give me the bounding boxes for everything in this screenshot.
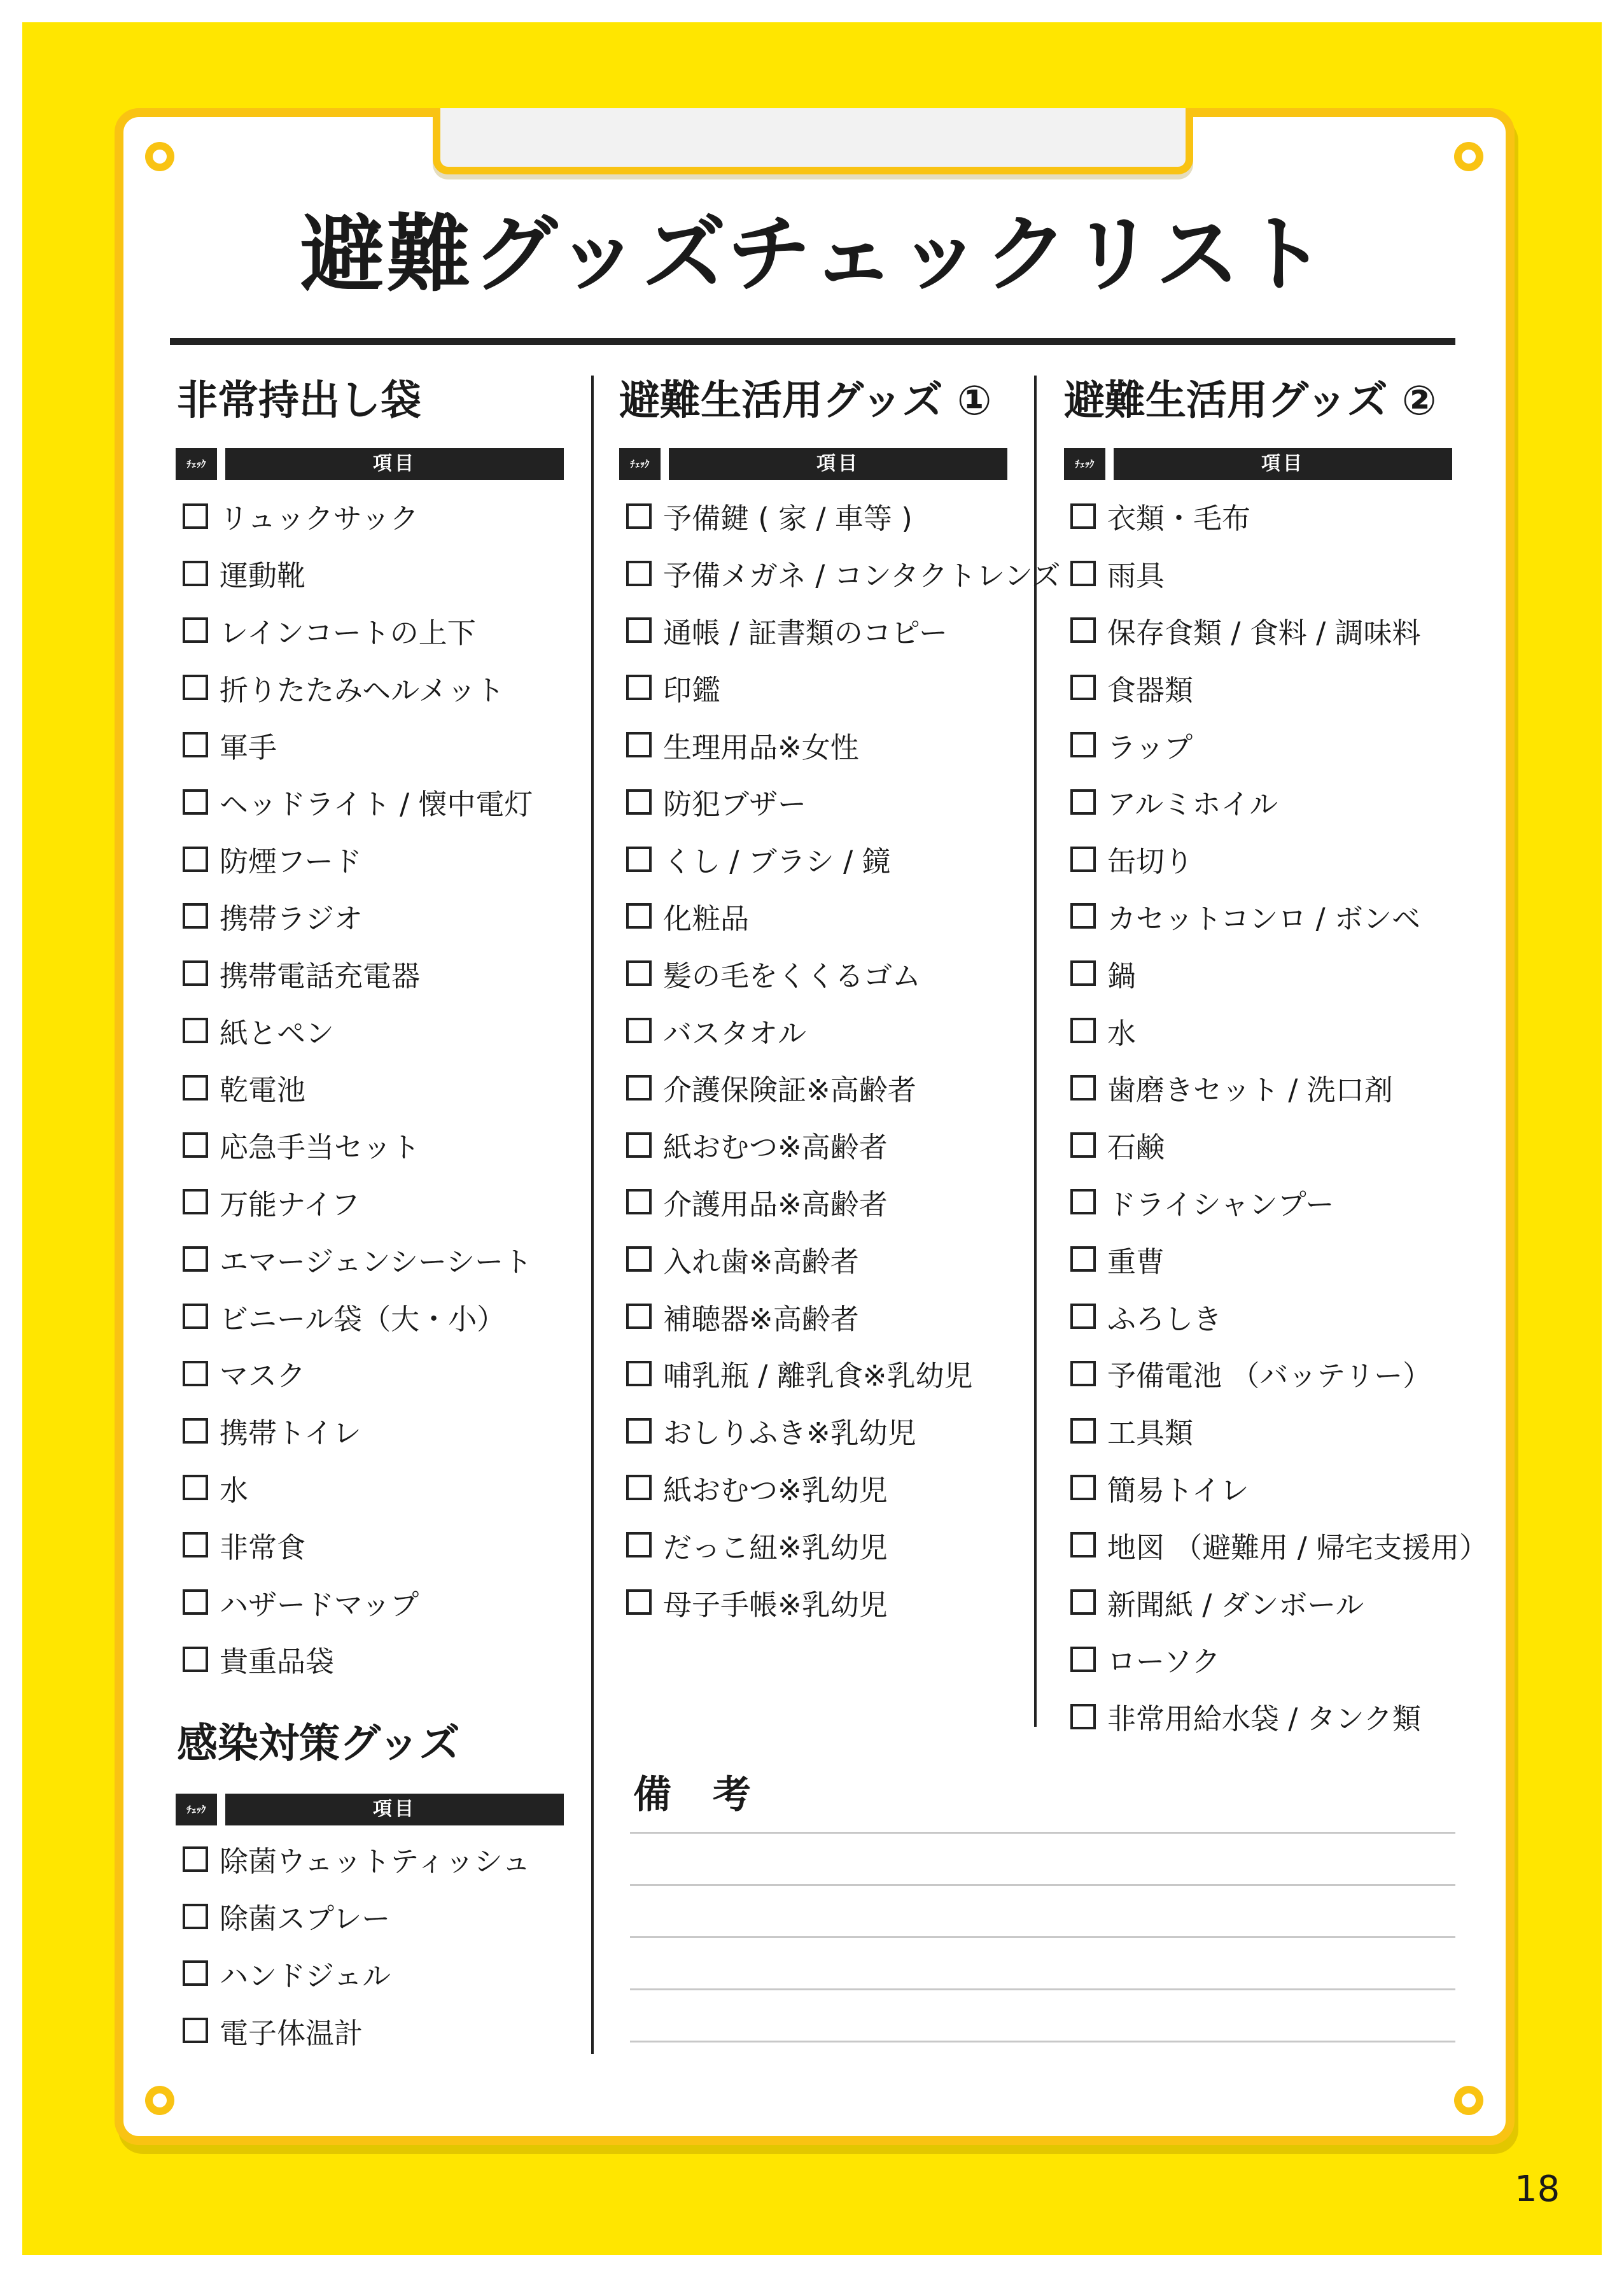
checkbox[interactable] <box>183 1189 208 1214</box>
checkbox[interactable] <box>1070 1418 1096 1444</box>
section-title-shelter-2: 避難生活用グッズ ② <box>1064 377 1437 425</box>
checklist-item-label: 鍋 <box>1107 959 1137 993</box>
memo-line[interactable] <box>630 2041 1455 2042</box>
checklist-item-label: 簡易トイレ <box>1107 1473 1249 1507</box>
checkbox[interactable] <box>1070 1589 1096 1615</box>
checklist-shelter-1 <box>626 488 1061 1631</box>
checklist-item[interactable] <box>1070 1459 1488 1517</box>
checkbox[interactable] <box>1070 1361 1096 1386</box>
checklist-item[interactable] <box>1070 545 1488 602</box>
checklist-item-label: 紙おむつ※乳幼児 <box>663 1473 888 1507</box>
checkbox[interactable] <box>1070 561 1096 586</box>
checkbox[interactable] <box>1070 1532 1096 1557</box>
table-header-shelter-1 <box>619 448 1007 480</box>
checklist-item[interactable] <box>183 1516 533 1573</box>
checklist-item-label: 食器類 <box>1107 673 1194 707</box>
checklist-item[interactable] <box>1070 831 1488 888</box>
checklist-item-label: 除菌ウェットティッシュ <box>220 1845 531 1879</box>
checkbox[interactable] <box>626 1075 652 1100</box>
checklist-item-label: ビニール袋（大・小） <box>220 1302 506 1336</box>
checklist-item[interactable] <box>183 1402 533 1459</box>
checklist-item[interactable] <box>626 1116 1061 1174</box>
checklist-item[interactable] <box>626 945 1061 1002</box>
checklist-item-label: エマージェンシーシート <box>220 1244 533 1279</box>
checklist-item-label: くし / ブラシ / 鏡 <box>663 845 891 879</box>
memo-label: 備 考 <box>633 1773 765 1817</box>
checklist-item-label: 髪の毛をくくるゴム <box>663 959 921 993</box>
checklist-item-label: ハザードマップ <box>220 1587 419 1622</box>
checklist-item[interactable] <box>183 1888 531 1945</box>
checklist-item-label: 防煙フード <box>220 845 362 879</box>
checklist-item[interactable] <box>626 1573 1061 1631</box>
checklist-item[interactable] <box>183 716 533 773</box>
table-header-shelter-2 <box>1064 448 1452 480</box>
checklist-item[interactable] <box>626 716 1061 773</box>
checklist-item[interactable] <box>626 1059 1061 1116</box>
checklist-item-label: 乾電池 <box>220 1073 306 1107</box>
checklist-item[interactable] <box>183 1459 533 1517</box>
checklist-item[interactable] <box>626 602 1061 659</box>
section-title-shelter-1: 避難生活用グッズ ① <box>619 377 992 425</box>
checklist-item[interactable] <box>183 602 533 659</box>
checklist-item-label: 介護用品※高齢者 <box>663 1187 888 1221</box>
checkbox[interactable] <box>183 1246 208 1272</box>
checkbox[interactable] <box>183 1589 208 1615</box>
checklist-item[interactable] <box>626 488 1061 545</box>
header-item: 項目 <box>225 1794 564 1825</box>
checklist-item-label: 缶切り <box>1107 845 1194 879</box>
checklist-item-label: 雨具 <box>1107 559 1165 593</box>
hole-bottom-right <box>1454 2086 1483 2115</box>
hole-top-left <box>145 142 174 171</box>
checklist-item-label: 貴重品袋 <box>220 1645 335 1679</box>
checkbox[interactable] <box>1070 675 1096 700</box>
checklist-item[interactable] <box>626 1230 1061 1288</box>
checklist-item[interactable] <box>1070 488 1488 545</box>
checklist-item-label: レインコートの上下 <box>220 615 476 650</box>
table-header-infection <box>176 1794 564 1825</box>
checkbox[interactable] <box>1070 1475 1096 1500</box>
checklist-item[interactable] <box>1070 1573 1488 1631</box>
checklist-item[interactable] <box>183 1945 531 2002</box>
checklist-item-label: リュックサック <box>220 502 419 536</box>
checklist-item-label: 生理用品※女性 <box>663 730 859 764</box>
checkbox[interactable] <box>183 1075 208 1100</box>
checklist-item-label: 携帯ラジオ <box>220 901 363 936</box>
checklist-item-label: 重曹 <box>1107 1244 1165 1279</box>
checkbox[interactable] <box>626 1018 652 1043</box>
checklist-item-label: ドライシャンプー <box>1107 1187 1334 1221</box>
checklist-item[interactable] <box>1070 773 1488 831</box>
checklist-item[interactable] <box>183 1631 533 1688</box>
checklist-item[interactable] <box>183 831 533 888</box>
checkbox[interactable] <box>183 789 208 815</box>
checkbox[interactable] <box>626 1475 652 1500</box>
checklist-item[interactable] <box>626 1402 1061 1459</box>
checkbox[interactable] <box>1070 617 1096 643</box>
checkbox[interactable] <box>183 732 208 757</box>
checklist-item-label: 電子体温計 <box>220 2016 363 2050</box>
checklist-item-label: アルミホイル <box>1107 787 1278 822</box>
checklist-item[interactable] <box>183 1174 533 1231</box>
checklist-item[interactable] <box>183 1059 533 1116</box>
checkbox[interactable] <box>183 1418 208 1444</box>
checklist-item-label: 予備メガネ / コンタクトレンズ <box>663 559 1061 593</box>
checklist-item-label: 軍手 <box>220 730 277 764</box>
checkbox[interactable] <box>1070 732 1096 757</box>
checklist-shelter-2 <box>1070 488 1488 1745</box>
checklist-item-label: ラップ <box>1107 730 1193 764</box>
checklist-item[interactable] <box>626 1288 1061 1345</box>
checkbox[interactable] <box>1070 847 1096 872</box>
header-check: ﾁｪｯｸ <box>1064 448 1105 480</box>
checklist-item-label: 防犯ブザー <box>663 787 807 822</box>
checklist-item[interactable] <box>1070 1174 1488 1231</box>
checklist-item[interactable] <box>183 1002 533 1059</box>
checklist-item[interactable] <box>1070 1345 1488 1402</box>
checkbox[interactable] <box>183 903 208 929</box>
checklist-item[interactable] <box>626 1174 1061 1231</box>
checklist-item[interactable] <box>1070 888 1488 945</box>
checklist-item[interactable] <box>1070 1230 1488 1288</box>
checkbox[interactable] <box>1070 1704 1096 1729</box>
checklist-item[interactable] <box>183 1573 533 1631</box>
checkbox[interactable] <box>626 847 652 872</box>
checklist-item-label: 折りたたみヘルメット <box>220 673 505 707</box>
checkbox[interactable] <box>183 561 208 586</box>
checklist-item[interactable] <box>626 1516 1061 1573</box>
checkbox[interactable] <box>183 1132 208 1158</box>
page-number: 18 <box>1515 2169 1560 2210</box>
checklist-item[interactable] <box>626 659 1061 716</box>
checklist-item-label: 地図 （避難用 / 帰宅支援用） <box>1107 1530 1488 1564</box>
checkbox[interactable] <box>1070 1647 1096 1672</box>
checklist-item-label: 衣類・毛布 <box>1107 502 1251 536</box>
checkbox[interactable] <box>183 617 208 643</box>
checkbox[interactable] <box>183 847 208 872</box>
checkbox[interactable] <box>626 732 652 757</box>
checkbox[interactable] <box>626 503 652 529</box>
checkbox[interactable] <box>183 1018 208 1043</box>
checklist-item[interactable] <box>183 888 533 945</box>
checkbox[interactable] <box>626 1246 652 1272</box>
checklist-item[interactable] <box>1070 1002 1488 1059</box>
header-check: ﾁｪｯｸ <box>176 1794 217 1825</box>
checklist-item[interactable] <box>626 831 1061 888</box>
checklist-item[interactable] <box>1070 1516 1488 1573</box>
header-check: ﾁｪｯｸ <box>619 448 661 480</box>
checklist-item-label: 通帳 / 証書類のコピー <box>663 615 948 650</box>
checkbox[interactable] <box>1070 1132 1096 1158</box>
checklist-item[interactable] <box>626 1002 1061 1059</box>
checkbox[interactable] <box>183 1647 208 1672</box>
checklist-item[interactable] <box>626 773 1061 831</box>
checkbox[interactable] <box>626 617 652 643</box>
section-title-emergency-bag: 非常持出し袋 <box>177 377 421 425</box>
checkbox[interactable] <box>1070 1304 1096 1329</box>
checklist-item-label: 運動靴 <box>220 559 306 593</box>
checkbox[interactable] <box>626 1418 652 1444</box>
checklist-item[interactable] <box>1070 602 1488 659</box>
checklist-item[interactable] <box>626 1459 1061 1517</box>
checklist-item-label: 介護保険証※高齢者 <box>663 1073 916 1107</box>
checkbox[interactable] <box>183 675 208 700</box>
memo-line[interactable] <box>630 1988 1455 1990</box>
checkbox[interactable] <box>183 1904 208 1929</box>
checkbox[interactable] <box>1070 1189 1096 1214</box>
checklist-item-label: 非常食 <box>220 1530 306 1564</box>
checklist-item-label: 紙おむつ※高齢者 <box>663 1130 888 1165</box>
checkbox[interactable] <box>1070 1018 1096 1043</box>
table-header-emergency-bag <box>176 448 564 480</box>
checklist-item-label: 応急手当セット <box>220 1130 421 1165</box>
checkbox[interactable] <box>1070 1075 1096 1100</box>
memo-line[interactable] <box>630 1832 1455 1834</box>
checklist-item[interactable] <box>1070 1059 1488 1116</box>
page-title: 避難グッズチェックリスト <box>300 206 1329 304</box>
checklist-item[interactable] <box>626 1345 1061 1402</box>
checklist-item-label: 印鑑 <box>663 673 721 707</box>
checklist-item[interactable] <box>1070 1631 1488 1688</box>
checkbox[interactable] <box>1070 789 1096 815</box>
title-rule <box>170 338 1455 345</box>
checklist-item-label: バスタオル <box>663 1016 807 1050</box>
checkbox[interactable] <box>183 1532 208 1557</box>
checklist-item[interactable] <box>183 945 533 1002</box>
checklist-item[interactable] <box>183 1288 533 1345</box>
checkbox[interactable] <box>1070 1246 1096 1272</box>
checklist-item-label: 歯磨きセット / 洗口剤 <box>1107 1073 1393 1107</box>
checkbox[interactable] <box>1070 503 1096 529</box>
checklist-item-label: カセットコンロ / ボンベ <box>1107 901 1420 936</box>
checklist-item[interactable] <box>1070 659 1488 716</box>
checklist-item[interactable] <box>183 659 533 716</box>
checkbox[interactable] <box>183 1846 208 1872</box>
checkbox[interactable] <box>626 1532 652 1557</box>
checklist-item-label: ふろしき <box>1107 1302 1222 1336</box>
checklist-item-label: 石鹸 <box>1107 1130 1165 1165</box>
checklist-item-label: 予備電池 （バッテリー） <box>1107 1359 1432 1393</box>
checklist-item[interactable] <box>1070 1288 1488 1345</box>
checklist-item-label: おしりふき※乳幼児 <box>663 1416 916 1451</box>
checklist-item-label: 保存食類 / 食料 / 調味料 <box>1107 615 1421 650</box>
checkbox[interactable] <box>626 1589 652 1615</box>
checklist-item[interactable] <box>183 773 533 831</box>
checklist-item-label: ローソク <box>1107 1645 1221 1679</box>
checklist-item[interactable] <box>1070 1116 1488 1174</box>
checklist-item[interactable] <box>1070 945 1488 1002</box>
header-item: 項目 <box>669 448 1007 480</box>
checkbox[interactable] <box>626 903 652 929</box>
checklist-item-label: 万能ナイフ <box>220 1187 360 1221</box>
checklist-item-label: 除菌スプレー <box>220 1902 391 1936</box>
checklist-item[interactable] <box>1070 1688 1488 1745</box>
checklist-item-label: 母子手帳※乳幼児 <box>663 1587 888 1622</box>
checkbox[interactable] <box>183 503 208 529</box>
checklist-item-label: マスク <box>220 1359 306 1393</box>
checklist-item[interactable] <box>626 545 1061 602</box>
checklist-infection <box>183 1831 531 2059</box>
checklist-item-label: 水 <box>1107 1016 1137 1050</box>
section-title-infection: 感染対策グッズ <box>177 1720 460 1768</box>
checklist-item-label: 補聴器※高齢者 <box>663 1302 859 1336</box>
checkbox[interactable] <box>626 675 652 700</box>
column-divider-1 <box>591 376 594 2054</box>
checkbox[interactable] <box>1070 960 1096 986</box>
checkbox[interactable] <box>183 1361 208 1386</box>
checklist-item[interactable] <box>183 545 533 602</box>
memo-line[interactable] <box>630 1936 1455 1938</box>
header-check: ﾁｪｯｸ <box>176 448 217 480</box>
checklist-item-label: 工具類 <box>1107 1416 1194 1451</box>
checklist-item-label: 携帯電話充電器 <box>220 959 421 993</box>
checkbox[interactable] <box>626 1361 652 1386</box>
checkbox[interactable] <box>626 1132 652 1158</box>
checklist-emergency-bag <box>183 488 533 1688</box>
checkbox[interactable] <box>183 1960 208 1986</box>
checkbox[interactable] <box>183 2018 208 2043</box>
checklist-item[interactable] <box>183 1345 533 1402</box>
memo-line[interactable] <box>630 1884 1455 1886</box>
checkbox[interactable] <box>626 960 652 986</box>
checklist-item-label: 紙とペン <box>220 1016 335 1050</box>
checklist-item-label: 水 <box>220 1473 249 1507</box>
header-item: 項目 <box>1114 448 1452 480</box>
checkbox[interactable] <box>1070 903 1096 929</box>
checklist-item-label: 新聞紙 / ダンボール <box>1107 1587 1364 1622</box>
checkbox[interactable] <box>183 960 208 986</box>
checklist-item-label: 非常用給水袋 / タンク類 <box>1107 1702 1421 1736</box>
checkbox[interactable] <box>626 1189 652 1214</box>
checkbox[interactable] <box>183 1475 208 1500</box>
checkbox[interactable] <box>626 1304 652 1329</box>
checklist-item[interactable] <box>183 1831 531 1888</box>
checklist-item[interactable] <box>1070 1402 1488 1459</box>
checklist-item-label: だっこ紐※乳幼児 <box>663 1530 888 1564</box>
header-item: 項目 <box>225 448 564 480</box>
checklist-item[interactable] <box>626 888 1061 945</box>
checklist-item[interactable] <box>183 488 533 545</box>
hole-top-right <box>1454 142 1483 171</box>
checklist-item-label: 化粧品 <box>663 901 750 936</box>
checklist-item[interactable] <box>183 1116 533 1174</box>
checklist-item-label: 携帯トイレ <box>220 1416 361 1451</box>
checklist-item-label: 予備鍵 ( 家 / 車等 ) <box>663 502 913 536</box>
checkbox[interactable] <box>626 789 652 815</box>
checkbox[interactable] <box>626 561 652 586</box>
checkbox[interactable] <box>183 1304 208 1329</box>
hole-bottom-left <box>145 2086 174 2115</box>
checklist-item-label: 入れ歯※高齢者 <box>663 1244 859 1279</box>
checklist-item-label: ヘッドライト / 懐中電灯 <box>220 787 533 822</box>
checklist-item[interactable] <box>183 2002 531 2059</box>
checklist-item-label: ハンドジェル <box>220 1958 391 1993</box>
checklist-item[interactable] <box>183 1230 533 1288</box>
checklist-item-label: 哺乳瓶 / 離乳食※乳幼児 <box>663 1359 973 1393</box>
checklist-item[interactable] <box>1070 716 1488 773</box>
clipboard-clip <box>433 108 1193 174</box>
